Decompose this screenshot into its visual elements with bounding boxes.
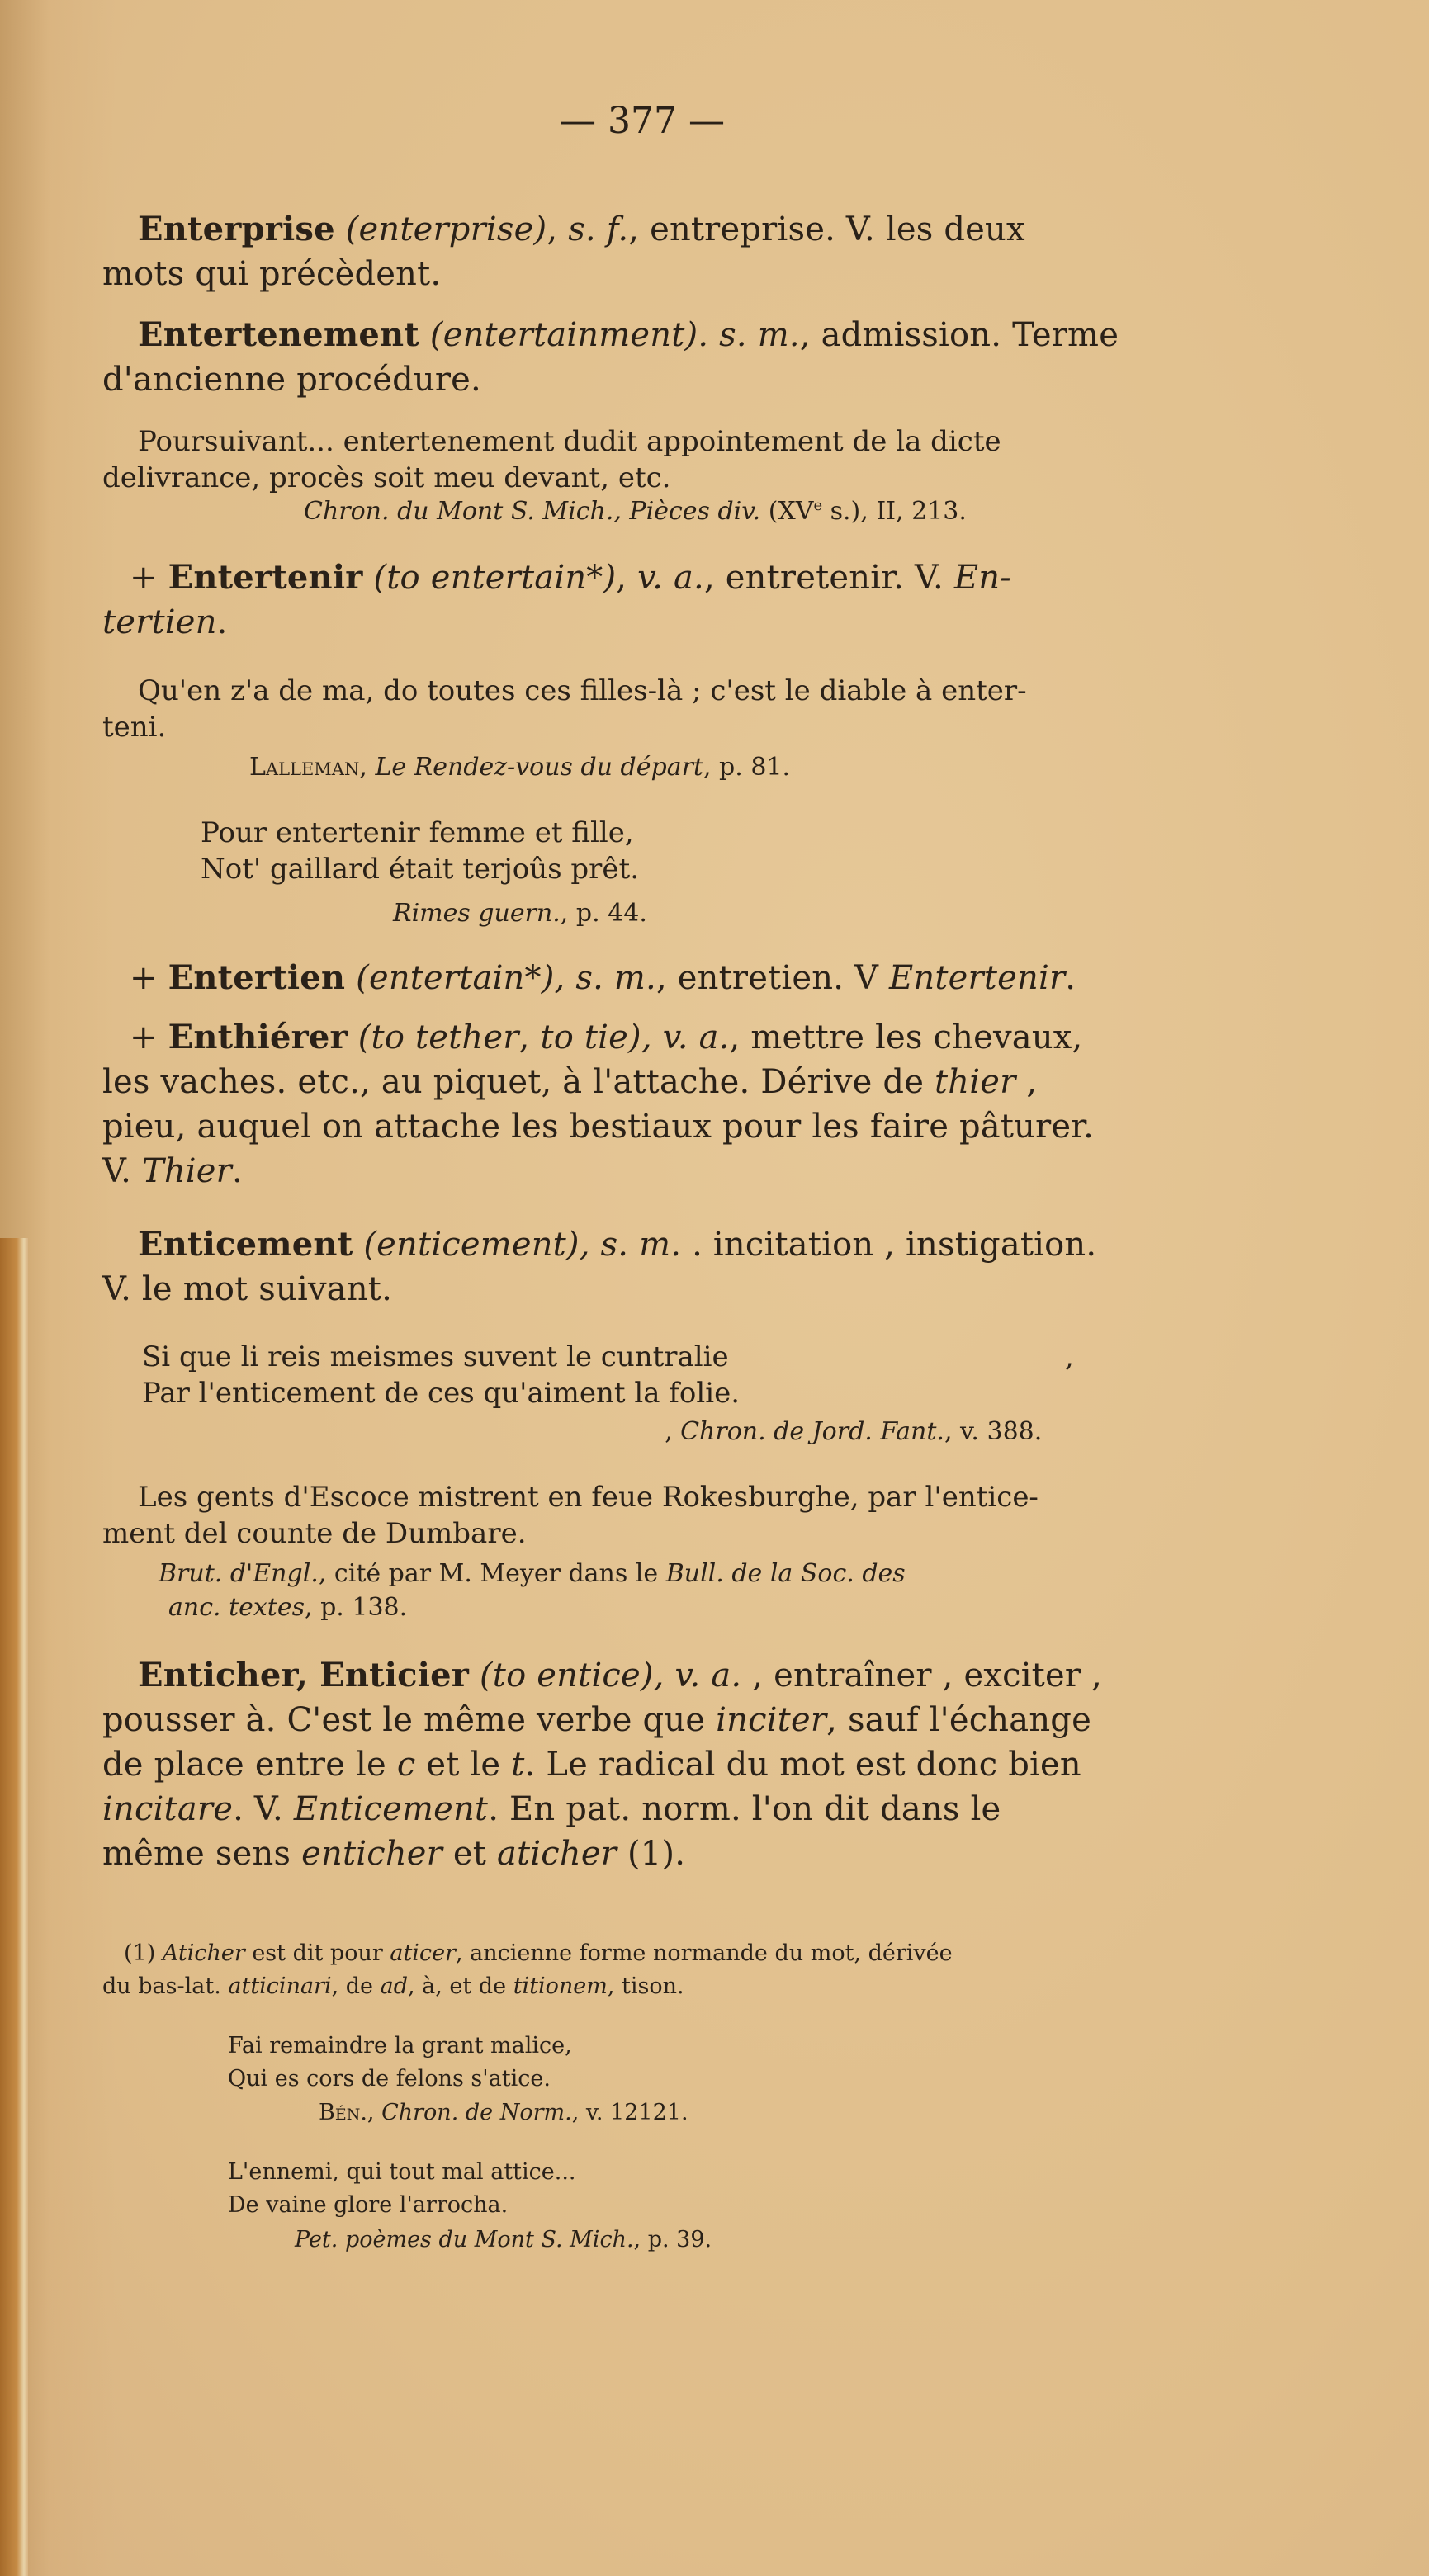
etymon: ad xyxy=(380,1973,408,1999)
headword: Enterprise xyxy=(138,210,335,248)
verse-line: Fai remaindre la grant malice, xyxy=(228,2033,572,2058)
citation-title: Pet. poèmes du Mont S. Mich. xyxy=(295,2227,634,2252)
definition-continued xyxy=(102,1701,1091,1739)
definition: , entretenir. V. xyxy=(703,559,944,597)
etymology: (entertain*) xyxy=(356,959,555,997)
definition: , entreprise. V. les deux xyxy=(628,210,1025,248)
etymology: (to entice) xyxy=(479,1657,654,1694)
punctuation: , xyxy=(518,1019,541,1056)
punctuation: . xyxy=(231,1152,243,1190)
plus-mark-icon: + xyxy=(130,559,158,597)
grammar: , v. a. xyxy=(653,1657,742,1694)
citation-text: (XV xyxy=(760,497,814,526)
footnote-reference[interactable]: (1). xyxy=(617,1835,686,1873)
footnote-text: , ancienne forme normande du mot, dérivée xyxy=(455,1940,953,1966)
citation-page: , p. 39. xyxy=(633,2227,712,2252)
verse-line: De vaine glore l'arrocha. xyxy=(228,2192,509,2218)
citation xyxy=(393,901,647,926)
definition-text: et xyxy=(442,1835,497,1873)
definition: , mettre les chevaux, xyxy=(729,1019,1083,1056)
quotation-line: Poursuivant... entertenement dudit appointement de la dicte xyxy=(138,425,1001,458)
definition-continued xyxy=(102,1835,686,1873)
etymology: (entertainment) xyxy=(429,316,698,354)
page-number: — 377 — xyxy=(560,100,725,142)
citation-page: , v. 12121. xyxy=(571,2100,688,2125)
etymology: (to tether xyxy=(357,1019,519,1056)
grammar: s. f. xyxy=(568,210,629,248)
citation-title: Chron. de Norm. xyxy=(381,2100,572,2125)
entry-line: Enterprise (enterprise), s. f., entreprise. V. les deux xyxy=(138,210,1025,248)
citation-page: , p. 81. xyxy=(703,753,791,782)
punctuation: , xyxy=(1015,1063,1038,1101)
definition-text: V. xyxy=(102,1152,142,1190)
etymon: atticinari xyxy=(228,1973,332,1999)
etymology: to tie) xyxy=(540,1019,641,1056)
entry-line xyxy=(138,1225,1097,1264)
citation-author: Lalleman xyxy=(249,753,360,782)
punctuation: . xyxy=(216,603,228,641)
definition-continued: pieu, auquel on attache les bestiaux pour les faire pâturer. xyxy=(102,1108,1095,1146)
citation-page: , v. 388. xyxy=(944,1417,1043,1446)
definition-continued: mots qui précèdent. xyxy=(102,255,442,293)
citation-page: , p. 44. xyxy=(560,899,647,928)
grammar: . s. m. xyxy=(698,316,800,354)
page-binding-edge xyxy=(0,1238,28,2576)
definition-text: , sauf l'échange xyxy=(826,1701,1091,1739)
entry-line: + Entertenir (to entertain*), v. a., entretenir. V. En- xyxy=(130,558,1011,597)
plus-mark-icon: + xyxy=(130,959,158,997)
grammar: , s. m. xyxy=(554,959,656,997)
definition-text: les vaches. etc., au piquet, à l'attache. Dérive de xyxy=(102,1063,935,1101)
citation-title: Bull. de la Soc. des xyxy=(665,1559,906,1588)
verse-line: Par l'enticement de ces qu'aiment la folie. xyxy=(142,1377,741,1410)
cross-reference: Thier xyxy=(141,1152,232,1190)
citation-text: , cité par M. Meyer dans le xyxy=(318,1559,666,1588)
verse-line: L'ennemi, qui tout mal attice... xyxy=(228,2159,576,2185)
citation-title: Le Rendez-vous du départ xyxy=(375,753,703,782)
definition-text: et le xyxy=(415,1746,512,1784)
citation-title: Chron. du Mont S. Mich., Pièces div. xyxy=(304,497,761,526)
verse-line: Not' gaillard était terjoûs prêt. xyxy=(201,853,640,886)
citation-title: Rimes guern. xyxy=(393,899,561,928)
dialect-form: aticer xyxy=(390,1940,456,1966)
definition-continued xyxy=(102,1063,1038,1101)
definition-text: . En pat. norm. l'on dit dans le xyxy=(488,1790,1001,1828)
headword: Enticement xyxy=(138,1225,353,1264)
footnote-text: , de xyxy=(331,1973,381,1999)
footnote-line xyxy=(102,1975,684,1997)
citation: Bén., Chron. de Norm., v. 12121. xyxy=(319,2100,688,2125)
definition: , entraîner , exciter , xyxy=(741,1657,1102,1694)
grammar: , s. m. xyxy=(579,1226,682,1264)
definition-text: pousser à. C'est le même verbe que xyxy=(102,1701,717,1739)
citation-title: anc. textes xyxy=(168,1593,305,1622)
definition-continued xyxy=(102,603,228,641)
cross-reference: tertien xyxy=(102,603,217,641)
cross-reference: En- xyxy=(953,559,1011,597)
cross-reference: inciter xyxy=(716,1701,827,1739)
verse-line: Pour entertenir femme et fille, xyxy=(201,816,634,849)
quotation-line: delivrance, procès soit meu devant, etc. xyxy=(102,461,671,494)
etymology: (to entertain*) xyxy=(373,559,617,597)
definition-text: . Le radical du mot est donc bien xyxy=(524,1746,1081,1784)
etymon: titionem xyxy=(513,1973,608,1999)
punctuation: , xyxy=(1065,1340,1074,1373)
cross-reference: Entertenir xyxy=(889,959,1066,997)
entry-line xyxy=(138,1656,1102,1694)
definition: , admission. Terme xyxy=(799,316,1119,354)
etymology: (enticement) xyxy=(363,1226,580,1264)
headword: Entertien xyxy=(168,958,346,997)
headword: Entertenement xyxy=(138,315,419,354)
definition-continued xyxy=(102,1746,1081,1784)
letter-reference: c xyxy=(396,1746,416,1784)
citation-superscript: e xyxy=(813,497,823,514)
quotation-line: ment del counte de Dumbare. xyxy=(102,1517,527,1550)
punctuation: . xyxy=(1065,959,1076,997)
headword: Enthiérer xyxy=(168,1018,348,1056)
plus-mark-icon: + xyxy=(130,1019,158,1056)
quotation-line: teni. xyxy=(102,711,167,744)
definition-text: même sens xyxy=(102,1835,302,1873)
dialect-form: Aticher xyxy=(162,1940,245,1966)
definition-continued xyxy=(102,1152,243,1190)
etymon: incitare xyxy=(102,1790,234,1828)
definition: . incitation , instigation. xyxy=(681,1226,1097,1264)
citation-title: Brut. d'Engl. xyxy=(159,1559,319,1588)
entry-line xyxy=(130,1018,1083,1056)
definition-continued: d'ancienne procédure. xyxy=(102,361,481,399)
grammar: , v. a. xyxy=(641,1019,730,1056)
citation-author: Bén. xyxy=(319,2100,367,2125)
citation xyxy=(159,1559,906,1588)
dialect-form: enticher xyxy=(301,1835,442,1873)
footnote-text: , à, et de xyxy=(408,1973,513,1999)
footnote-line xyxy=(124,1942,953,1964)
citation xyxy=(304,499,967,524)
verse-line: Si que li reis meismes suvent le cuntralie xyxy=(142,1340,729,1373)
dialect-form: aticher xyxy=(496,1835,617,1873)
footnote-marker: (1) xyxy=(124,1940,163,1966)
stray-mark: ‚ xyxy=(665,1417,673,1446)
quotation-line: Qu'en z'a de ma, do toutes ces filles-là ; c'est le diable à enter- xyxy=(138,674,1027,707)
footnote-text: du bas-lat. xyxy=(102,1973,229,1999)
grammar: v. a. xyxy=(637,559,704,597)
definition-text: de place entre le xyxy=(102,1746,397,1784)
definition-text: . V. xyxy=(233,1790,294,1828)
definition: , entretien. V xyxy=(655,959,890,997)
citation-text: s.), II, 213. xyxy=(822,497,967,526)
quotation-line: Les gents d'Escoce mistrent en feue Rokesburghe, par l'entice- xyxy=(138,1481,1039,1514)
verse-line: Qui es cors de felons s'atice. xyxy=(228,2066,551,2092)
definition-continued: V. le mot suivant. xyxy=(102,1270,392,1308)
entry-line xyxy=(130,958,1076,997)
entry-line xyxy=(138,315,1119,354)
cross-reference: thier xyxy=(935,1063,1016,1101)
citation xyxy=(295,2229,712,2251)
citation-page: , p. 138. xyxy=(305,1593,408,1622)
headword: Entertenir xyxy=(168,558,363,597)
cross-reference: Enticement xyxy=(293,1790,489,1828)
footnote-text: , tison. xyxy=(607,1973,684,1999)
citation-title: Chron. de Jord. Fant. xyxy=(680,1417,944,1446)
etymology: (enterprise) xyxy=(345,210,547,248)
citation: Lalleman, Le Rendez-vous du départ, p. 81. xyxy=(249,753,791,782)
citation xyxy=(665,1417,1043,1446)
headword: Enticher, Enticier xyxy=(138,1656,470,1694)
footnote-text: est dit pour xyxy=(244,1940,390,1966)
letter-reference: t xyxy=(511,1746,525,1784)
citation-continued xyxy=(168,1595,407,1620)
definition-continued xyxy=(102,1790,1001,1828)
